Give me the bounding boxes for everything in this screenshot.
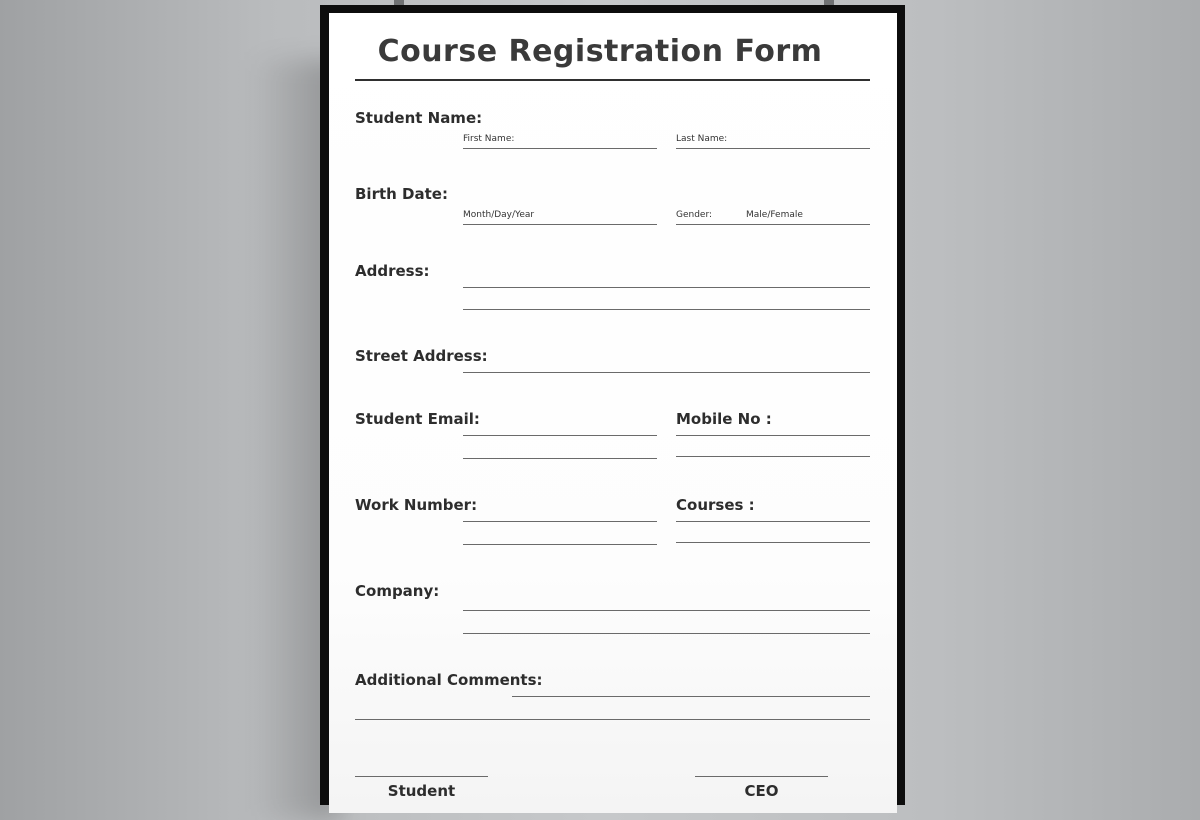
additional-comments-field-line-1[interactable] bbox=[512, 696, 870, 697]
student-signature-label: Student bbox=[387, 782, 456, 800]
first-name-field[interactable] bbox=[463, 148, 657, 149]
form-title: Course Registration Form bbox=[377, 34, 823, 69]
last-name-hint: Last Name: bbox=[676, 134, 728, 144]
courses-label: Courses : bbox=[676, 496, 755, 514]
work-number-label: Work Number: bbox=[355, 496, 478, 514]
courses-field-line-1[interactable] bbox=[676, 521, 870, 522]
street-address-label: Street Address: bbox=[355, 347, 488, 365]
courses-field-line-2[interactable] bbox=[676, 542, 870, 543]
gender-field[interactable] bbox=[676, 224, 870, 225]
work-number-field-line-1[interactable] bbox=[463, 521, 657, 522]
mobile-no-label: Mobile No : bbox=[676, 410, 772, 428]
additional-comments-field-line-2[interactable] bbox=[355, 719, 870, 720]
birth-date-label: Birth Date: bbox=[355, 185, 448, 203]
last-name-field[interactable] bbox=[676, 148, 870, 149]
work-number-field-line-2[interactable] bbox=[463, 544, 657, 545]
ceo-signature-line[interactable] bbox=[695, 776, 828, 777]
student-name-label: Student Name: bbox=[355, 109, 483, 127]
mobile-no-field-line-1[interactable] bbox=[676, 435, 870, 436]
student-signature-line[interactable] bbox=[355, 776, 488, 777]
mobile-no-field-line-2[interactable] bbox=[676, 456, 870, 457]
ceo-signature-label: CEO bbox=[744, 782, 779, 800]
address-field-line-2[interactable] bbox=[463, 309, 870, 310]
student-email-label: Student Email: bbox=[355, 410, 480, 428]
street-address-field[interactable] bbox=[463, 372, 870, 373]
student-email-field-line-1[interactable] bbox=[463, 435, 657, 436]
company-field-line-2[interactable] bbox=[463, 633, 870, 634]
title-underline bbox=[355, 79, 870, 81]
company-field-line-1[interactable] bbox=[463, 610, 870, 611]
birth-date-field[interactable] bbox=[463, 224, 657, 225]
gender-options: Male/Female bbox=[746, 210, 803, 220]
address-label: Address: bbox=[355, 262, 430, 280]
company-label: Company: bbox=[355, 582, 440, 600]
first-name-hint: First Name: bbox=[463, 134, 515, 144]
birth-date-hint: Month/Day/Year bbox=[463, 210, 535, 220]
student-email-field-line-2[interactable] bbox=[463, 458, 657, 459]
gender-hint: Gender: bbox=[676, 210, 713, 220]
address-field-line-1[interactable] bbox=[463, 287, 870, 288]
additional-comments-label: Additional Comments: bbox=[355, 671, 543, 689]
